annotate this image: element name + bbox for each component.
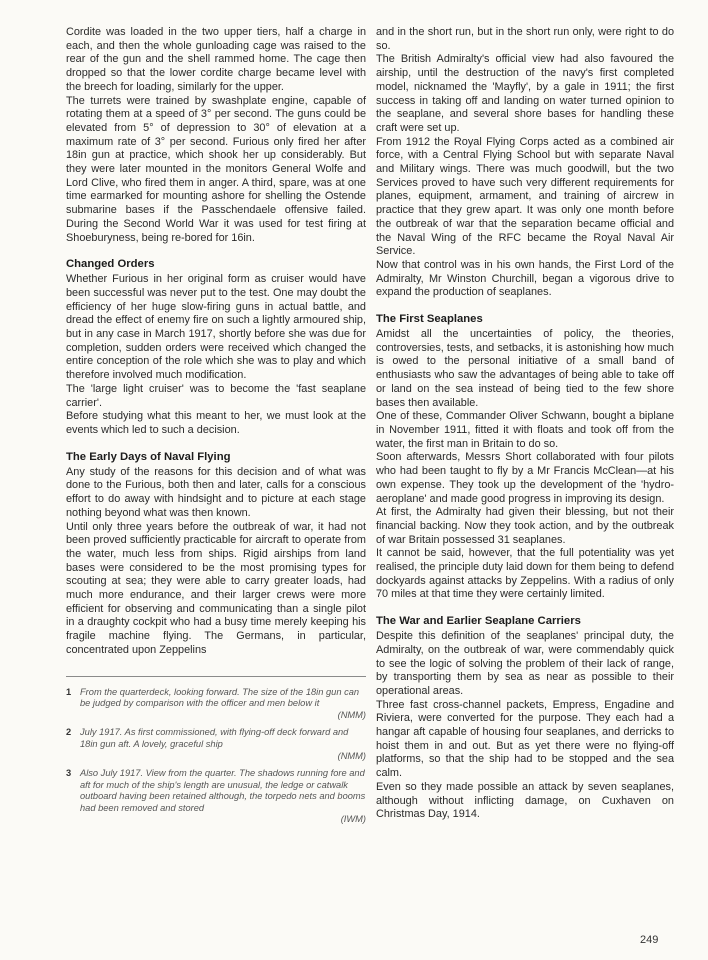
caption-text: July 1917. As first commissioned, with flying-off deck forward and 18in gun aft. A lovely, graceful ship	[80, 727, 349, 749]
section-heading-first-seaplanes: The First Seaplanes	[376, 313, 483, 326]
left-column	[66, 26, 366, 832]
paragraph: It cannot be said, however, that the full potentiality was yet realised, the principle duty laid down for them being to defend dockyards against attacks by Zeppelins. With a radius of only 70 miles at that time they were certainly limited.	[376, 547, 674, 601]
caption-divider	[66, 676, 366, 677]
paragraph: Cordite was loaded in the two upper tiers, half a charge in each, and then the whole gunloading cage was raised to the rear of the gun and the shell rammed home. The cage then dropped so that the lower cordite charge became level with the breech for loading, similarly for the upper.	[66, 26, 366, 93]
paragraph: Even so they made possible an attack by seven seaplanes, although without inflicting damage, on Cuxhaven on Christmas Day, 1914.	[376, 780, 674, 821]
paragraph: The British Admiralty's official view had also favoured the airship, until the destruction of the navy's first completed model, nicknamed the 'Mayfly', by a gale in 1911; the first success in taking off and landing on water turned opinion to the seaplane, and several shore bases for handling these craft were set up.	[376, 53, 674, 134]
paragraph: Amidst all the uncertainties of policy, the theories, controversies, tests, and setbacks, it is astonishing how much is owed to the personal initiative of a small band of enthusiasts who saw the advantages of being able to take off or land on the sea instead of being tied to the few shore bases then available.	[376, 328, 674, 409]
photo-caption-2	[66, 727, 366, 762]
paragraph: Whether Furious in her original form as cruiser would have been successful was never put to the test. One may doubt the efficiency of her huge slow-firing guns in actual battle, and dread the effect of enemy fire on such a lightly armoured ship, but in any case in March 1917, shortly before she was due for completion, sudden orders were received which changed the entire conception of the role which she was to play and which therefore involved much modification.	[66, 273, 366, 382]
paragraph: Now that control was in his own hands, the First Lord of the Admiralty, Mr Winston Churchill, began a vigorous drive to expand the production of seaplanes.	[376, 258, 674, 299]
photo-caption-3	[66, 768, 366, 826]
page-number: 249	[640, 934, 659, 946]
paragraph: From 1912 the Royal Flying Corps acted as a combined air force, with a Central Flying School but with separate Naval and Military wings. There was much goodwill, but the two Services proved to have such very different requirements for planes, equipment, armament, and training of aircrew in practice that they grew apart. It was only one month before the outbreak of war that the separation became official and the Naval Wing of the RFC became the Royal Naval Air Service.	[376, 135, 674, 258]
paragraph: Any study of the reasons for this decision and of what was done to the Furious, both then and later, calls for a conscious effort to do away with hindsight and to picture at each stage nothing beyond what was then known.	[66, 465, 366, 519]
paragraph: The turrets were trained by swashplate engine, capable of rotating them at a speed of 3° per second. The guns could be elevated from 5° of depression to 30° of elevation at a maximum rate of 3° per second. Furious only fired her after 18in gun at practice, which shook her up considerably. But they were later mounted in the monitors General Wolfe and Lord Clive, who fired them in anger. A third, spare, was at one time earmarked for mounting ashore for shelling the Ostende submarine bases if the Passchendaele offensive failed. During the Second World War it was used for test firing at Shoeburyness, being re-bored for 16in.	[66, 94, 366, 244]
caption-number: 1	[66, 686, 72, 697]
section-heading-war-seaplane-carriers: The War and Earlier Seaplane Carriers	[376, 615, 581, 628]
caption-credit: (NMM)	[337, 709, 366, 720]
right-column	[376, 26, 674, 822]
caption-text: Also July 1917. View from the quarter. The shadows running fore and aft for much of the ship's length are unusual, the ledge or catwalk outboard having been retained although, the torpedo nets and booms had been removed and stored	[80, 768, 366, 813]
caption-number: 2	[66, 727, 72, 738]
paragraph: The 'large light cruiser' was to become the 'fast seaplane carrier'.	[66, 382, 366, 409]
paragraph: Three fast cross-channel packets, Empress, Engadine and Riviera, were converted for the purpose. They each had a hangar aft capable of housing four seaplanes, and derricks to hoist them in and out. But as yet there were no flying-off platforms, so that the ship had to be stopped and the sea calm.	[376, 698, 674, 780]
caption-credit: (NMM)	[337, 750, 366, 761]
caption-text: From the quarterdeck, looking forward. The size of the 18in gun can be judged by comparison with the officer and men below it	[80, 686, 360, 709]
photo-caption-1	[66, 687, 366, 722]
caption-credit: (IWM)	[340, 814, 366, 825]
section-heading-changed-orders: Changed Orders	[66, 258, 155, 271]
paragraph: At first, the Admiralty had given their blessing, but not their financial backing. Now they took action, and by the outbreak of war Britain possessed 31 seaplanes.	[376, 506, 674, 546]
paragraph: Despite this definition of the seaplanes' principal duty, the Admiralty, on the outbreak of war, were commendably quick to see the logic of solving the problem of their lack of range, by transporting them by sea as near as possible to their operational areas.	[376, 630, 674, 697]
caption-number: 3	[66, 768, 72, 779]
paragraph: One of these, Commander Oliver Schwann, bought a biplane in November 1911, fitted it with floats and took off from the water, the first man in Britain to do so.	[376, 410, 674, 450]
paragraph: Before studying what this meant to her, we must look at the events which led to such a decision.	[66, 410, 366, 436]
paragraph: and in the short run, but in the short run only, were right to do so.	[376, 26, 674, 52]
paragraph: Soon afterwards, Messrs Short collaborated with four pilots who had been taught to fly by a Mr Francis McClean—at his own expense. They took up the development of the 'hydro-aeroplane' and made good progress in improving its design.	[376, 451, 674, 505]
paragraph: Until only three years before the outbreak of war, it had not been proved sufficiently practicable for aircraft to operate from the water, much less from ships. Rigid airships from land bases were considered to be the most promising types for scouting at sea; they were able to carry greater loads, had much more endurance, and their larger crews were more efficient for observing and communicating than a single pilot in a draughty cockpit who had a busy time merely keeping his fragile machine flying. The Germans, in particular, concentrated upon Zeppelins	[66, 520, 366, 656]
section-heading-early-days: The Early Days of Naval Flying	[66, 450, 231, 463]
